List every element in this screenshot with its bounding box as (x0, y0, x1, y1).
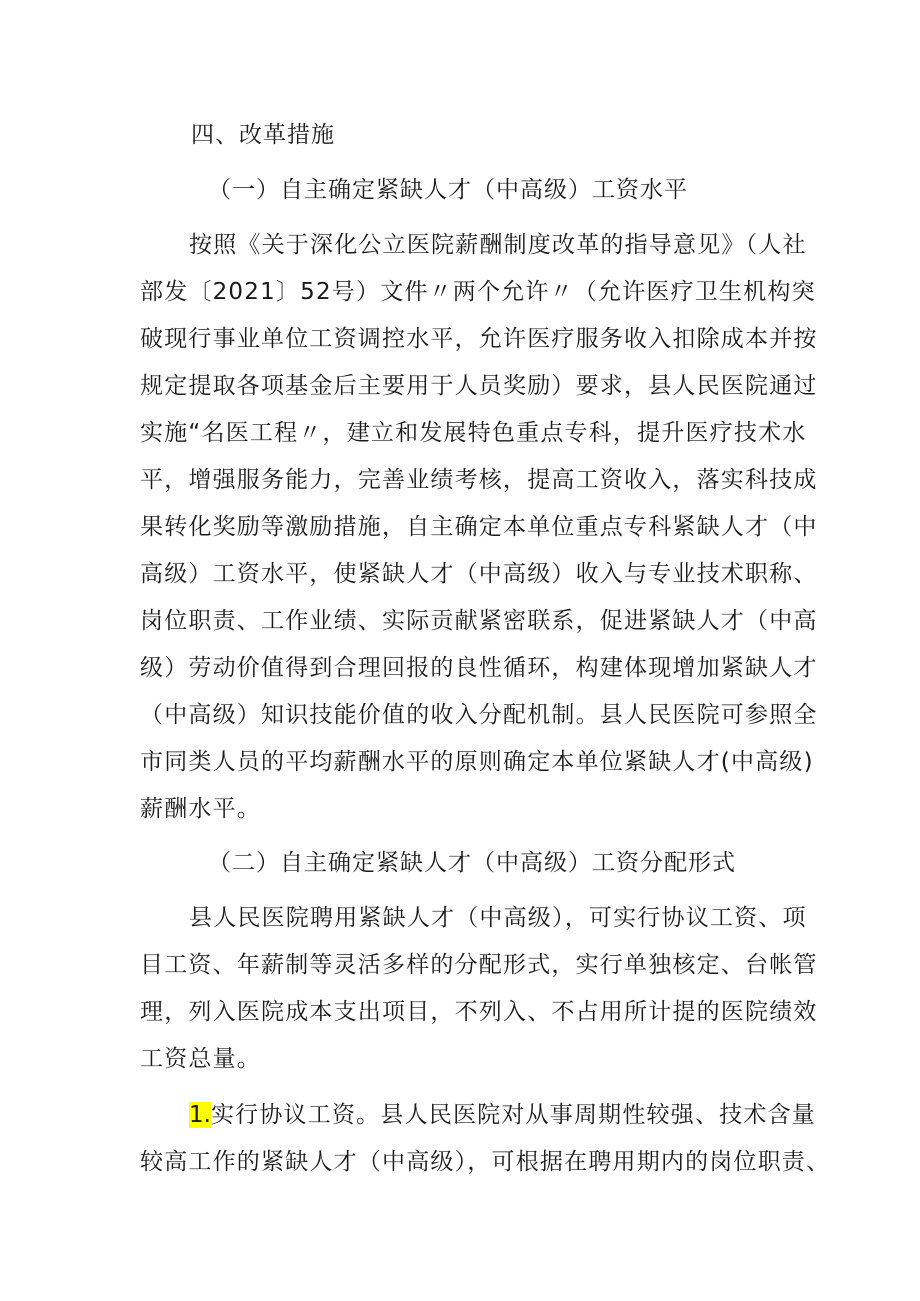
paragraph-line: 破现行事业单位工资调控水平，允许医疗服务收入扣除成本并按 (140, 326, 818, 352)
item-text: 实行协议工资。县人民医院对从事周期性较强、技术含量 (210, 1102, 816, 1128)
paragraph-line: 薪酬水平。 (140, 796, 261, 822)
item-number-highlight: 1. (189, 1102, 211, 1128)
paragraph-line: 果转化奖励等激励措施，自主确定本单位重点专科紧缺人才（中 (140, 514, 818, 540)
paragraph-line (189, 1100, 849, 1130)
paragraph-line: 按照《关于深化公立医院薪酬制度改革的指导意见》（人社 (189, 232, 807, 258)
paragraph-line: 部发〔2021〕52号）文件〃两个允许〃（允许医疗卫生机构突 (140, 279, 816, 305)
paragraph-line: 较高工作的紧缺人才（中高级），可根据在聘用期内的岗位职责、 (140, 1149, 831, 1175)
paragraph-line: 平，增强服务能力，完善业绩考核，提高工资收入，落实科技成 (140, 467, 818, 493)
paragraph-line: 工资总量。 (140, 1046, 261, 1072)
paragraph-line: （中高级）知识技能价值的收入分配机制。县人民医院可参照全 (140, 702, 818, 728)
subsection-heading-2: （二）自主确定紧缺人才（中高级）工资分配形式 (208, 850, 736, 876)
paragraph-line: 实施“名医工程〃，建立和发展特色重点专科，提升医疗技术水 (140, 420, 807, 446)
subsection-heading-1: （一）自主确定紧缺人才（中高级）工资水平 (208, 177, 688, 203)
paragraph-line: 市同类人员的平均薪酬水平的原则确定本单位紧缺人才(中高级) (140, 749, 814, 775)
paragraph-line: 高级）工资水平，使紧缺人才（中高级）收入与专业技术职称、 (140, 561, 818, 587)
paragraph-line: 岗位职责、工作业绩、实际贡献紧密联系，促进紧缺人才（中高 (140, 608, 818, 634)
section-heading: 四、改革措施 (191, 122, 335, 148)
paragraph-line: 目工资、年薪制等灵活多样的分配形式，实行单独核定、台帐管 (140, 952, 818, 978)
paragraph-line: 县人民医院聘用紧缺人才（中高级），可实行协议工资、项 (189, 905, 807, 931)
paragraph-line: 级）劳动价值得到合理回报的良性循环，构建体现增加紧缺人才 (140, 655, 818, 681)
paragraph-line: 理，列入医院成本支出项目，不列入、不占用所计提的医院绩效 (140, 999, 818, 1025)
paragraph-line: 规定提取各项基金后主要用于人员奖励）要求，县人民医院通过 (140, 373, 818, 399)
